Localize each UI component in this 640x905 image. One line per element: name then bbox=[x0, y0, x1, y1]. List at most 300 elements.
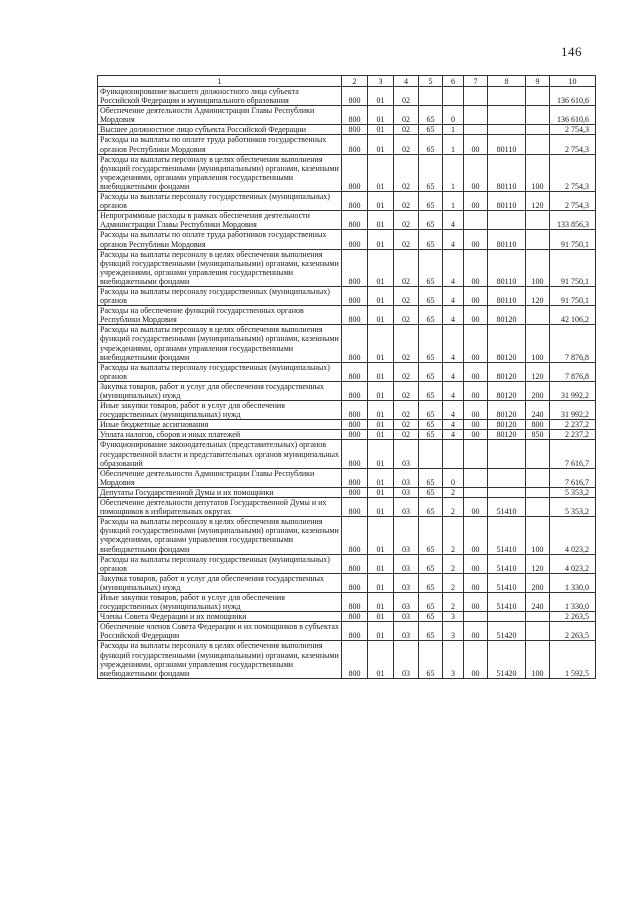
row-code-3: 01 bbox=[368, 592, 394, 611]
row-code-8 bbox=[488, 125, 526, 135]
row-code-8 bbox=[488, 87, 526, 106]
row-code-3: 01 bbox=[368, 430, 394, 440]
row-amount: 5 353,2 bbox=[550, 498, 596, 517]
row-code-7: 00 bbox=[464, 622, 488, 641]
row-code-8: 51420 bbox=[488, 641, 526, 678]
header-cell: 8 bbox=[488, 76, 526, 87]
row-code-5: 65 bbox=[419, 325, 443, 362]
row-code-6: 4 bbox=[443, 325, 464, 362]
row-code-3: 01 bbox=[368, 154, 394, 191]
row-code-3: 01 bbox=[368, 325, 394, 362]
row-code-3: 01 bbox=[368, 381, 394, 400]
row-name: Обеспечение деятельности депутатов Государственной Думы и их помощников в избирательных округах bbox=[98, 498, 342, 517]
row-code-5: 65 bbox=[419, 125, 443, 135]
row-code-5: 65 bbox=[419, 517, 443, 554]
row-code-7: 00 bbox=[464, 554, 488, 573]
row-code-5: 65 bbox=[419, 230, 443, 249]
row-code-9 bbox=[526, 135, 550, 154]
row-code-6: 4 bbox=[443, 306, 464, 325]
row-code-8: 80110 bbox=[488, 135, 526, 154]
row-code-9 bbox=[526, 125, 550, 135]
row-code-5: 65 bbox=[419, 381, 443, 400]
row-code-4: 03 bbox=[394, 487, 419, 497]
row-code-7: 00 bbox=[464, 573, 488, 592]
row-name: Иные бюджетные ассигнования bbox=[98, 420, 342, 430]
header-cell: 1 bbox=[98, 76, 342, 87]
row-code-4: 02 bbox=[394, 362, 419, 381]
row-code-7: 00 bbox=[464, 641, 488, 678]
row-code-2: 800 bbox=[342, 286, 368, 305]
row-code-3: 01 bbox=[368, 612, 394, 622]
row-code-5: 65 bbox=[419, 554, 443, 573]
row-code-9: 120 bbox=[526, 286, 550, 305]
row-code-6: 3 bbox=[443, 612, 464, 622]
row-amount: 91 750,1 bbox=[550, 230, 596, 249]
row-name: Расходы на выплаты персоналу государственных (муниципальных) органов bbox=[98, 286, 342, 305]
row-code-7 bbox=[464, 87, 488, 106]
row-code-8: 51410 bbox=[488, 498, 526, 517]
row-code-6: 3 bbox=[443, 622, 464, 641]
row-code-6 bbox=[443, 87, 464, 106]
row-code-7: 00 bbox=[464, 286, 488, 305]
row-code-5: 65 bbox=[419, 468, 443, 487]
row-code-6: 1 bbox=[443, 135, 464, 154]
table-row bbox=[98, 592, 596, 611]
row-code-8: 51410 bbox=[488, 573, 526, 592]
header-cell: 7 bbox=[464, 76, 488, 87]
row-code-9 bbox=[526, 440, 550, 468]
row-code-7: 00 bbox=[464, 325, 488, 362]
table-row bbox=[98, 517, 596, 554]
row-code-6: 3 bbox=[443, 641, 464, 678]
row-code-9: 100 bbox=[526, 325, 550, 362]
table-body bbox=[98, 87, 596, 679]
row-code-8: 80120 bbox=[488, 381, 526, 400]
row-code-7: 00 bbox=[464, 362, 488, 381]
row-amount: 2 754,3 bbox=[550, 125, 596, 135]
row-code-7 bbox=[464, 106, 488, 125]
row-code-3: 01 bbox=[368, 306, 394, 325]
header-cell: 2 bbox=[342, 76, 368, 87]
row-code-9 bbox=[526, 211, 550, 230]
row-code-5: 65 bbox=[419, 154, 443, 191]
row-code-8: 80110 bbox=[488, 249, 526, 286]
table-row bbox=[98, 420, 596, 430]
row-name: Расходы на обеспечение функций государственных органов Республики Мордовия bbox=[98, 306, 342, 325]
row-code-3: 01 bbox=[368, 286, 394, 305]
row-code-3: 01 bbox=[368, 249, 394, 286]
header-cell: 6 bbox=[443, 76, 464, 87]
row-code-8 bbox=[488, 440, 526, 468]
row-code-4: 03 bbox=[394, 468, 419, 487]
row-amount: 4 023,2 bbox=[550, 517, 596, 554]
row-name: Функционирование высшего должностного лица субъекта Российской Федерации и муниципального образования bbox=[98, 87, 342, 106]
row-code-9: 200 bbox=[526, 381, 550, 400]
row-name: Высшее должностное лицо субъекта Российской Федерации bbox=[98, 125, 342, 135]
row-code-4: 02 bbox=[394, 125, 419, 135]
row-code-6: 4 bbox=[443, 401, 464, 420]
row-code-4: 02 bbox=[394, 135, 419, 154]
row-code-3: 01 bbox=[368, 554, 394, 573]
row-name: Обеспечение членов Совета Федерации и их помощников в субъектах Российской Федерации bbox=[98, 622, 342, 641]
row-code-2: 800 bbox=[342, 401, 368, 420]
row-code-4: 02 bbox=[394, 154, 419, 191]
row-code-2: 800 bbox=[342, 592, 368, 611]
row-name: Закупка товаров, работ и услуг для обеспечения государственных (муниципальных) нужд bbox=[98, 573, 342, 592]
row-name: Непрограммные расходы в рамках обеспечения деятельности Администрации Главы Республики Мордовия bbox=[98, 211, 342, 230]
row-code-7: 00 bbox=[464, 230, 488, 249]
row-code-2: 800 bbox=[342, 517, 368, 554]
row-code-7 bbox=[464, 211, 488, 230]
row-code-2: 800 bbox=[342, 106, 368, 125]
row-code-5 bbox=[419, 87, 443, 106]
row-code-3: 01 bbox=[368, 401, 394, 420]
row-code-3: 01 bbox=[368, 468, 394, 487]
row-amount: 4 023,2 bbox=[550, 554, 596, 573]
row-code-8 bbox=[488, 468, 526, 487]
row-code-6: 1 bbox=[443, 154, 464, 191]
table-row bbox=[98, 612, 596, 622]
row-code-7: 00 bbox=[464, 306, 488, 325]
row-code-6: 4 bbox=[443, 230, 464, 249]
row-amount: 2 237,2 bbox=[550, 420, 596, 430]
row-code-3: 01 bbox=[368, 622, 394, 641]
row-amount: 7 876,8 bbox=[550, 325, 596, 362]
row-code-2: 800 bbox=[342, 230, 368, 249]
row-amount: 2 263,5 bbox=[550, 612, 596, 622]
row-amount: 2 754,3 bbox=[550, 135, 596, 154]
row-name: Функционирование законодательных (представительных) органов государственной власти и представительных органов муниципальных образований bbox=[98, 440, 342, 468]
row-code-4: 03 bbox=[394, 573, 419, 592]
row-code-7 bbox=[464, 125, 488, 135]
table-row bbox=[98, 249, 596, 286]
table-row bbox=[98, 381, 596, 400]
row-code-4: 02 bbox=[394, 87, 419, 106]
row-code-6: 4 bbox=[443, 381, 464, 400]
row-code-7: 00 bbox=[464, 430, 488, 440]
header-cell: 5 bbox=[419, 76, 443, 87]
table-row bbox=[98, 211, 596, 230]
row-code-9: 800 bbox=[526, 420, 550, 430]
row-code-4: 03 bbox=[394, 554, 419, 573]
row-code-8: 80110 bbox=[488, 286, 526, 305]
row-code-8: 80120 bbox=[488, 401, 526, 420]
row-amount: 2 754,3 bbox=[550, 154, 596, 191]
row-code-2: 800 bbox=[342, 135, 368, 154]
row-code-2: 800 bbox=[342, 554, 368, 573]
row-code-8: 51410 bbox=[488, 592, 526, 611]
row-code-4: 03 bbox=[394, 622, 419, 641]
row-amount: 91 750,1 bbox=[550, 249, 596, 286]
row-name: Расходы на выплаты персоналу государственных (муниципальных) органов bbox=[98, 192, 342, 211]
row-name: Депутаты Государственной Думы и их помощники bbox=[98, 487, 342, 497]
row-code-9 bbox=[526, 306, 550, 325]
row-code-6: 4 bbox=[443, 211, 464, 230]
row-code-6: 4 bbox=[443, 362, 464, 381]
row-code-7: 00 bbox=[464, 381, 488, 400]
row-code-7: 00 bbox=[464, 249, 488, 286]
row-code-3: 01 bbox=[368, 230, 394, 249]
row-code-6: 2 bbox=[443, 498, 464, 517]
row-code-6 bbox=[443, 440, 464, 468]
header-cell: 9 bbox=[526, 76, 550, 87]
row-name: Расходы на выплаты персоналу в целях обеспечения выполнения функций государственными (муниципальными) органами, казенными учреждениями, органами управления государственными внебюджетными фондами bbox=[98, 249, 342, 286]
row-code-6: 4 bbox=[443, 286, 464, 305]
row-code-4: 02 bbox=[394, 325, 419, 362]
row-code-4: 02 bbox=[394, 106, 419, 125]
table-header-row bbox=[98, 76, 596, 87]
row-code-5: 65 bbox=[419, 135, 443, 154]
row-code-9: 850 bbox=[526, 430, 550, 440]
row-code-4: 02 bbox=[394, 249, 419, 286]
row-code-9 bbox=[526, 612, 550, 622]
row-code-9: 240 bbox=[526, 401, 550, 420]
row-code-8: 80110 bbox=[488, 192, 526, 211]
table-row bbox=[98, 230, 596, 249]
row-code-5: 65 bbox=[419, 573, 443, 592]
row-code-5: 65 bbox=[419, 498, 443, 517]
row-code-9: 100 bbox=[526, 641, 550, 678]
row-code-5: 65 bbox=[419, 192, 443, 211]
row-code-2: 800 bbox=[342, 498, 368, 517]
row-amount: 31 992,2 bbox=[550, 401, 596, 420]
row-name: Расходы на выплаты по оплате труда работников государственных органов Республики Мордовия bbox=[98, 135, 342, 154]
row-code-9: 120 bbox=[526, 192, 550, 211]
table-row bbox=[98, 125, 596, 135]
row-code-7: 00 bbox=[464, 517, 488, 554]
row-code-6: 1 bbox=[443, 192, 464, 211]
row-code-4: 02 bbox=[394, 230, 419, 249]
row-code-6: 1 bbox=[443, 125, 464, 135]
table-row bbox=[98, 154, 596, 191]
table-row bbox=[98, 135, 596, 154]
row-code-7: 00 bbox=[464, 592, 488, 611]
row-code-7: 00 bbox=[464, 401, 488, 420]
row-code-2: 800 bbox=[342, 622, 368, 641]
row-code-5: 65 bbox=[419, 641, 443, 678]
row-code-5: 65 bbox=[419, 211, 443, 230]
row-code-4: 02 bbox=[394, 401, 419, 420]
row-code-7 bbox=[464, 487, 488, 497]
row-code-7: 00 bbox=[464, 135, 488, 154]
table-row bbox=[98, 286, 596, 305]
row-name: Иные закупки товаров, работ и услуг для обеспечения государственных (муниципальных) нужд bbox=[98, 401, 342, 420]
row-code-2: 800 bbox=[342, 468, 368, 487]
row-code-2: 800 bbox=[342, 362, 368, 381]
row-code-9 bbox=[526, 622, 550, 641]
row-code-5 bbox=[419, 440, 443, 468]
row-code-7: 00 bbox=[464, 192, 488, 211]
row-code-3: 01 bbox=[368, 517, 394, 554]
table-row bbox=[98, 622, 596, 641]
row-code-6: 0 bbox=[443, 106, 464, 125]
row-code-4: 02 bbox=[394, 211, 419, 230]
table-row bbox=[98, 487, 596, 497]
row-code-5: 65 bbox=[419, 362, 443, 381]
row-code-9: 120 bbox=[526, 554, 550, 573]
row-code-2: 800 bbox=[342, 211, 368, 230]
row-name: Расходы на выплаты персоналу в целях обеспечения выполнения функций государственными (муниципальными) органами, казенными учреждениями, органами управления государственными внебюджетными фондами bbox=[98, 517, 342, 554]
row-code-8 bbox=[488, 487, 526, 497]
row-code-3: 01 bbox=[368, 440, 394, 468]
row-code-9 bbox=[526, 230, 550, 249]
table-row bbox=[98, 554, 596, 573]
row-code-4: 02 bbox=[394, 306, 419, 325]
row-code-2: 800 bbox=[342, 87, 368, 106]
row-code-9 bbox=[526, 487, 550, 497]
row-code-8: 80120 bbox=[488, 420, 526, 430]
row-code-5: 65 bbox=[419, 306, 443, 325]
row-code-3: 01 bbox=[368, 192, 394, 211]
row-code-8: 51410 bbox=[488, 554, 526, 573]
row-code-9 bbox=[526, 87, 550, 106]
row-name: Расходы на выплаты по оплате труда работников государственных органов Республики Мордовия bbox=[98, 230, 342, 249]
row-code-7 bbox=[464, 612, 488, 622]
row-code-3: 01 bbox=[368, 87, 394, 106]
row-code-9 bbox=[526, 468, 550, 487]
table-row bbox=[98, 498, 596, 517]
row-code-2: 800 bbox=[342, 249, 368, 286]
row-code-2: 800 bbox=[342, 641, 368, 678]
row-code-4: 03 bbox=[394, 592, 419, 611]
row-amount: 1 330,0 bbox=[550, 592, 596, 611]
row-code-9: 100 bbox=[526, 249, 550, 286]
row-amount: 2 237,2 bbox=[550, 430, 596, 440]
row-name: Расходы на выплаты персоналу в целях обеспечения выполнения функций государственными (муниципальными) органами, казенными учреждениями, органами управления государственными внебюджетными фондами bbox=[98, 325, 342, 362]
row-code-3: 01 bbox=[368, 498, 394, 517]
row-amount: 91 750,1 bbox=[550, 286, 596, 305]
row-code-5: 65 bbox=[419, 487, 443, 497]
row-code-5: 65 bbox=[419, 592, 443, 611]
table-row bbox=[98, 430, 596, 440]
row-code-6: 2 bbox=[443, 592, 464, 611]
row-amount: 7 616,7 bbox=[550, 440, 596, 468]
row-code-3: 01 bbox=[368, 125, 394, 135]
row-code-9: 200 bbox=[526, 573, 550, 592]
row-amount: 1 592,5 bbox=[550, 641, 596, 678]
row-code-6: 4 bbox=[443, 249, 464, 286]
row-code-4: 02 bbox=[394, 420, 419, 430]
row-code-6: 4 bbox=[443, 430, 464, 440]
row-code-7: 00 bbox=[464, 420, 488, 430]
row-code-2: 800 bbox=[342, 440, 368, 468]
table-row bbox=[98, 401, 596, 420]
row-code-8: 80120 bbox=[488, 325, 526, 362]
row-code-8: 51410 bbox=[488, 517, 526, 554]
row-code-9: 240 bbox=[526, 592, 550, 611]
row-code-6: 2 bbox=[443, 517, 464, 554]
row-code-5: 65 bbox=[419, 401, 443, 420]
row-code-2: 800 bbox=[342, 573, 368, 592]
row-code-2: 800 bbox=[342, 325, 368, 362]
row-code-2: 800 bbox=[342, 306, 368, 325]
row-code-2: 800 bbox=[342, 487, 368, 497]
table-row bbox=[98, 573, 596, 592]
row-code-3: 01 bbox=[368, 106, 394, 125]
row-code-6: 0 bbox=[443, 468, 464, 487]
row-amount: 5 353,2 bbox=[550, 487, 596, 497]
table-row bbox=[98, 306, 596, 325]
row-name: Обеспечение деятельности Администрации Главы Республики Мордовия bbox=[98, 468, 342, 487]
row-code-9 bbox=[526, 498, 550, 517]
row-code-2: 800 bbox=[342, 420, 368, 430]
row-code-3: 01 bbox=[368, 362, 394, 381]
row-amount: 133 856,3 bbox=[550, 211, 596, 230]
row-code-6: 4 bbox=[443, 420, 464, 430]
row-code-8: 80120 bbox=[488, 362, 526, 381]
row-code-5: 65 bbox=[419, 106, 443, 125]
table-row bbox=[98, 468, 596, 487]
row-code-8 bbox=[488, 211, 526, 230]
row-code-5: 65 bbox=[419, 612, 443, 622]
row-code-2: 800 bbox=[342, 381, 368, 400]
page-number: 146 bbox=[561, 44, 582, 59]
row-code-6: 2 bbox=[443, 573, 464, 592]
row-code-8 bbox=[488, 106, 526, 125]
row-code-3: 01 bbox=[368, 487, 394, 497]
row-code-4: 02 bbox=[394, 286, 419, 305]
row-code-2: 800 bbox=[342, 125, 368, 135]
row-name: Расходы на выплаты персоналу в целях обеспечения выполнения функций государственными (муниципальными) органами, казенными учреждениями, органами управления государственными внебюджетными фондами bbox=[98, 154, 342, 191]
row-name: Закупка товаров, работ и услуг для обеспечения государственных (муниципальных) нужд bbox=[98, 381, 342, 400]
table-row bbox=[98, 87, 596, 106]
table-row bbox=[98, 362, 596, 381]
row-code-4: 03 bbox=[394, 641, 419, 678]
row-code-4: 03 bbox=[394, 440, 419, 468]
table-row bbox=[98, 192, 596, 211]
row-amount: 136 610,6 bbox=[550, 87, 596, 106]
row-code-9: 100 bbox=[526, 154, 550, 191]
row-code-9: 100 bbox=[526, 517, 550, 554]
row-amount: 42 106,2 bbox=[550, 306, 596, 325]
header-cell: 3 bbox=[368, 76, 394, 87]
row-code-3: 01 bbox=[368, 135, 394, 154]
table-row bbox=[98, 325, 596, 362]
row-name: Расходы на выплаты персоналу государственных (муниципальных) органов bbox=[98, 554, 342, 573]
row-code-3: 01 bbox=[368, 641, 394, 678]
table-row bbox=[98, 106, 596, 125]
row-code-5: 65 bbox=[419, 420, 443, 430]
row-code-2: 800 bbox=[342, 430, 368, 440]
row-code-3: 01 bbox=[368, 211, 394, 230]
row-amount: 31 992,2 bbox=[550, 381, 596, 400]
row-code-8: 80120 bbox=[488, 430, 526, 440]
row-code-8 bbox=[488, 612, 526, 622]
row-code-4: 02 bbox=[394, 192, 419, 211]
row-code-3: 01 bbox=[368, 573, 394, 592]
row-code-4: 02 bbox=[394, 381, 419, 400]
row-code-9: 120 bbox=[526, 362, 550, 381]
row-code-8: 80110 bbox=[488, 154, 526, 191]
row-name: Расходы на выплаты персоналу в целях обеспечения выполнения функций государственными (муниципальными) органами, казенными учреждениями, органами управления государственными внебюджетными фондами bbox=[98, 641, 342, 678]
header-cell: 4 bbox=[394, 76, 419, 87]
row-code-8: 80110 bbox=[488, 230, 526, 249]
row-name: Обеспечение деятельности Администрации Главы Республики Мордовия bbox=[98, 106, 342, 125]
row-code-5: 65 bbox=[419, 286, 443, 305]
budget-table bbox=[97, 75, 596, 679]
row-code-7 bbox=[464, 468, 488, 487]
row-code-6: 2 bbox=[443, 487, 464, 497]
row-amount: 2 263,5 bbox=[550, 622, 596, 641]
row-code-4: 02 bbox=[394, 430, 419, 440]
table-row bbox=[98, 641, 596, 678]
row-code-2: 800 bbox=[342, 154, 368, 191]
row-amount: 1 330,0 bbox=[550, 573, 596, 592]
row-code-8: 51420 bbox=[488, 622, 526, 641]
row-name: Иные закупки товаров, работ и услуг для обеспечения государственных (муниципальных) нужд bbox=[98, 592, 342, 611]
row-code-2: 800 bbox=[342, 192, 368, 211]
row-name: Уплата налогов, сборов и иных платежей bbox=[98, 430, 342, 440]
